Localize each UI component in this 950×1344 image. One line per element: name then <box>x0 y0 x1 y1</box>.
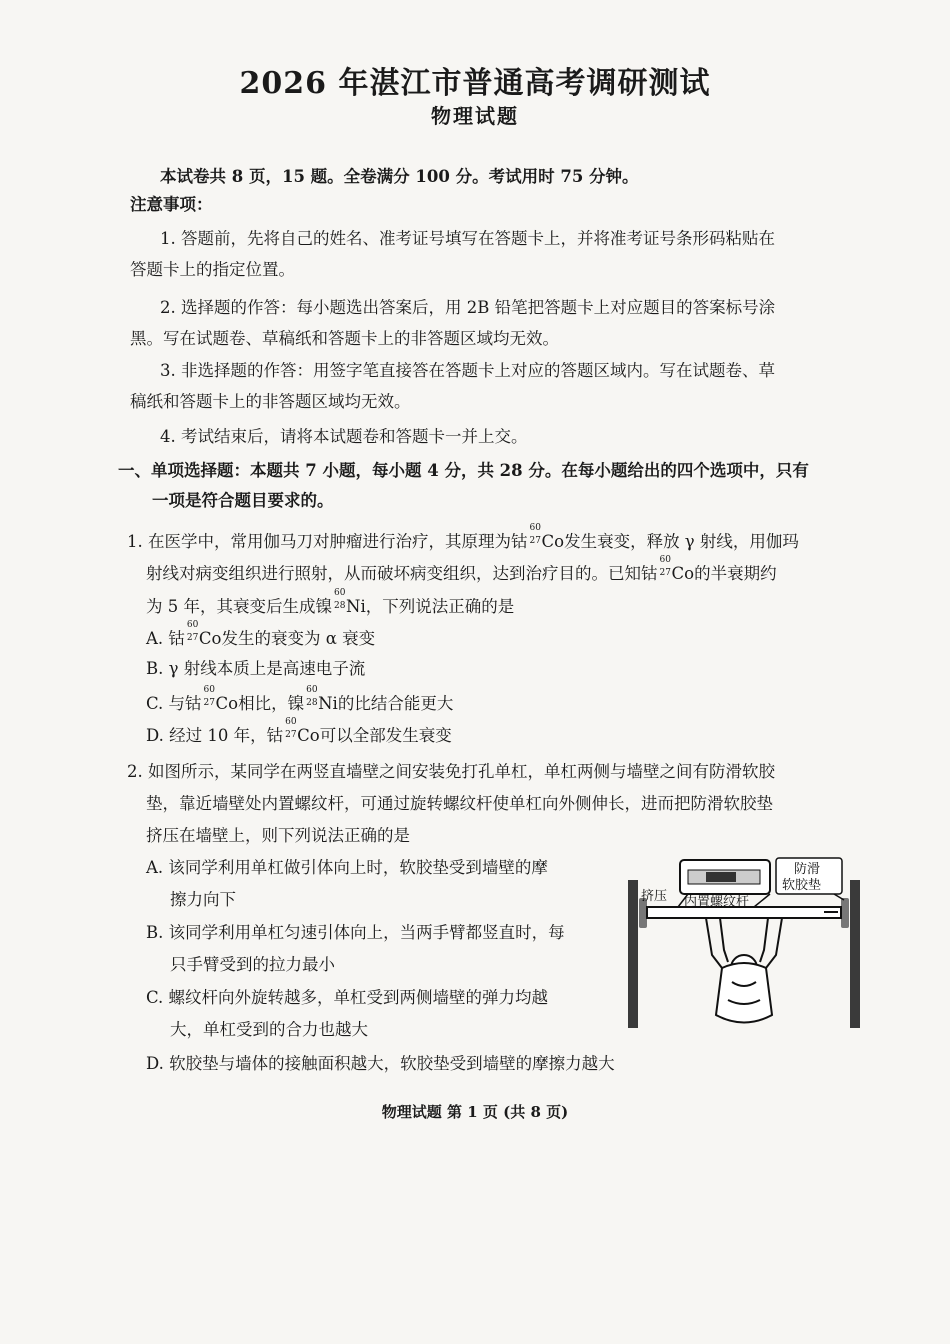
q2-stem-line-2: 垫，靠近墙壁处内置螺纹杆，可通过旋转螺纹杆使单杠向外侧伸长，进而把防滑软胶垫 <box>146 794 773 813</box>
label-pad-line-2: 软胶垫 <box>782 878 822 893</box>
section-1-heading-cont: 一项是符合题目要求的。 <box>152 491 334 510</box>
section-1-heading: 一、单项选择题：本题共 7 小题，每小题 4 分，共 28 分。在每小题给出的四个选项中，只有 <box>118 461 809 480</box>
co60-nuclide: 60 27 <box>529 523 541 546</box>
label-squeeze: 挤压 <box>641 889 668 904</box>
q1-option-d: D. 经过 10 年，钴 60 27 Co可以全部发生衰变 <box>146 717 452 745</box>
co60-nuclide: 60 27 <box>186 620 199 643</box>
q2-option-c-line-2: 大，单杠受到的合力也越大 <box>170 1020 368 1039</box>
exam-subject: 物理试题 <box>431 104 519 128</box>
q1-option-b: B. γ 射线本质上是高速电子流 <box>146 659 366 678</box>
q1-stem-line-3: 为 5 年，其衰变后生成镍 60 28 Ni，下列说法正确的是 <box>146 588 515 616</box>
left-wall <box>628 880 638 1028</box>
ni60-nuclide: 60 28 <box>334 588 346 611</box>
note-4: 4. 考试结束后，请将本试题卷和答题卡一并上交。 <box>160 427 528 446</box>
q2-option-c-line-1: C. 螺纹杆向外旋转越多，单杠受到两侧墙壁的弹力均越 <box>146 988 549 1007</box>
right-pad <box>841 898 849 928</box>
co60-nuclide: 60 27 <box>285 717 297 740</box>
notes-title: 注意事项： <box>130 195 213 214</box>
ni60-nuclide: 60 28 <box>306 685 318 708</box>
right-wall <box>850 880 860 1028</box>
q1-option-c: C. 与钴 60 27 Co相比，镍 60 28 Ni的比结合能更大 <box>146 685 454 713</box>
athlete <box>706 918 782 1023</box>
note-3-line-2: 稿纸和答题卡上的非答题区域均无效。 <box>130 392 411 411</box>
q2-option-b-line-1: B. 该同学利用单杠匀速引体向上，当两手臂都竖直时，每 <box>146 923 565 942</box>
q2-option-a-line-1: A. 该同学利用单杠做引体向上时，软胶垫受到墙壁的摩 <box>146 858 548 877</box>
intro-line: 本试卷共 8 页，15 题。全卷满分 100 分。考试用时 75 分钟。 <box>160 167 639 186</box>
screw-thread <box>706 872 736 882</box>
note-3-line-1: 3. 非选择题的作答：用签字笔直接答在答题卡上对应的答题区域内。写在试题卷、草 <box>160 361 775 380</box>
q2-option-b-line-2: 只手臂受到的拉力最小 <box>170 955 335 974</box>
page-footer: 物理试题 第 1 页 (共 8 页) <box>381 1103 569 1121</box>
exam-title: 2026 年湛江市普通高考调研测试 <box>239 66 711 101</box>
note-2-line-2: 黑。写在试题卷、草稿纸和答题卡上的非答题区域均无效。 <box>130 329 559 348</box>
label-pad-line-1: 防滑 <box>794 862 821 877</box>
label-screw: 内置螺纹杆 <box>684 895 750 910</box>
q2-stem-line-1: 2. 如图所示，某同学在两竖直墙壁之间安装免打孔单杠，单杠两侧与墙壁之间有防滑软胶 <box>127 762 775 781</box>
q2-option-a-line-2: 擦力向下 <box>170 890 236 909</box>
q2-option-d: D. 软胶垫与墙体的接触面积越大，软胶垫受到墙壁的摩擦力越大 <box>146 1054 615 1073</box>
note-2-line-1: 2. 选择题的作答：每小题选出答案后，用 2B 铅笔把答题卡上对应题目的答案标号涂 <box>160 298 776 317</box>
co60-nuclide: 60 27 <box>659 555 671 578</box>
co60-nuclide: 60 27 <box>203 685 215 708</box>
q1-option-a: A. 钴 60 27 Co发生的衰变为 α 衰变 <box>146 620 376 648</box>
q1-stem-line-2: 射线对病变组织进行照射，从而破坏病变组织，达到治疗目的。已知钴 60 27 Co的半衰期约 <box>146 555 777 583</box>
pullup-bar-figure <box>624 850 872 1030</box>
note-1-line-1: 1. 答题前，先将自己的姓名、准考证号填写在答题卡上，并将准考证号条形码粘贴在 <box>160 229 775 248</box>
q1-stem-line-1: 1. 在医学中，常用伽马刀对肿瘤进行治疗，其原理为钴 60 27 Co发生衰变，释放 γ 射线，用伽玛 <box>127 523 799 551</box>
note-1-line-2: 答题卡上的指定位置。 <box>130 260 295 279</box>
q2-stem-line-3: 挤压在墙壁上，则下列说法正确的是 <box>146 826 410 845</box>
